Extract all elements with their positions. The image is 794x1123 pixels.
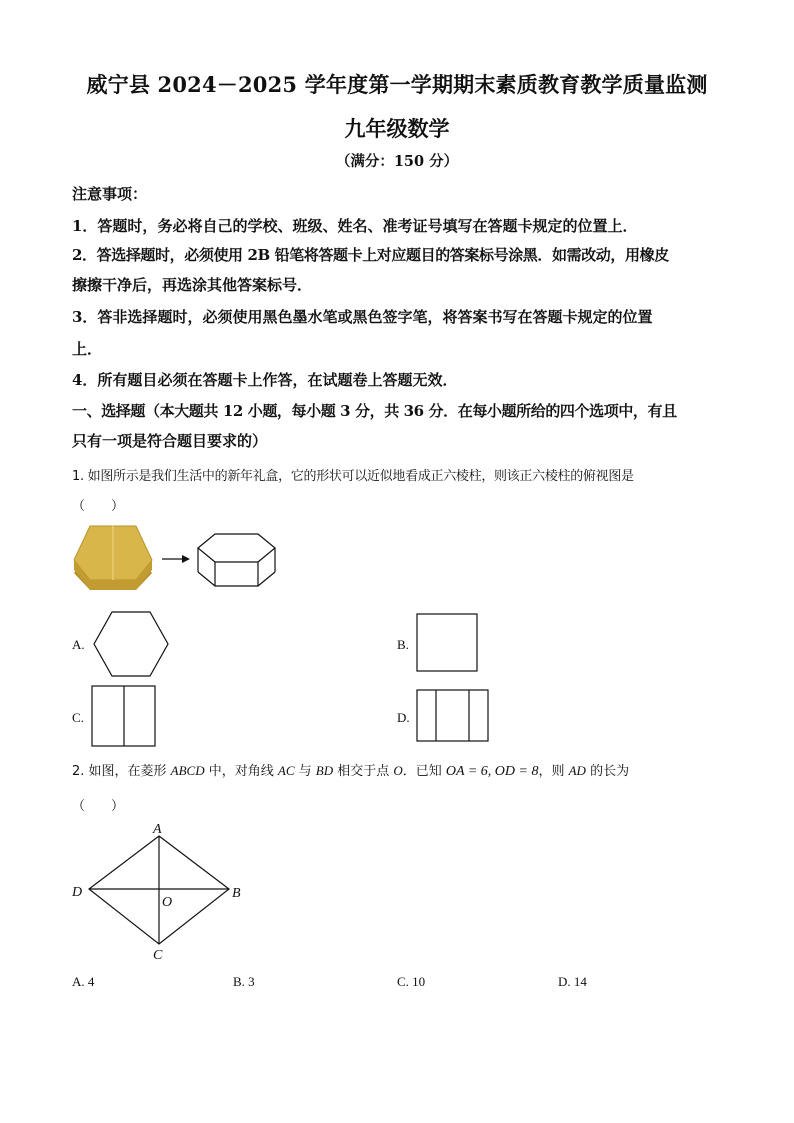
q1-option-b-label: B.: [397, 637, 409, 652]
note-1: 1．答题时，务必将自己的学校、班级、姓名、准考证号填写在答题卡规定的位置上．: [72, 217, 638, 235]
note-2-line1: 2．答选择题时，必须使用 2B 铅笔将答题卡上对应题目的答案标号涂黑．如需改动，用橡皮: [72, 246, 669, 264]
q1-option-a-hexagon[interactable]: [92, 610, 172, 678]
q1-option-d-label: D.: [397, 710, 410, 725]
notes-heading: 注意事项：: [72, 185, 148, 203]
full-score: （满分：150 分）: [335, 153, 459, 170]
q1-option-a-label: A.: [72, 637, 85, 652]
vertex-label-a: A: [153, 822, 162, 837]
q1-figure: [70, 520, 285, 595]
note-2-line2: 擦擦干净后，再选涂其他答案标号．: [72, 276, 313, 294]
q1-option-b-square[interactable]: [415, 612, 481, 674]
vertex-label-c: C: [153, 948, 163, 963]
rhombus: [89, 836, 229, 944]
q2-blank: （ ）: [72, 799, 125, 814]
vertex-label-d: D: [72, 885, 83, 900]
hexagonal-prism-drawing: [198, 534, 275, 586]
vertex-label-b: B: [232, 886, 241, 901]
q2-option-b[interactable]: B. 3: [233, 974, 255, 989]
q1-blank: （ ）: [72, 499, 125, 514]
exam-subject: 九年级数学: [344, 116, 450, 141]
q1-option-c-label: C.: [72, 710, 84, 725]
note-3-line1: 3．答非选择题时，必须使用黑色墨水笔或黑色签字笔，将答案书写在答题卡规定的位置: [72, 308, 653, 326]
section-1-heading-line2: 只有一项是符合题目要求的）: [72, 432, 268, 450]
exam-title: 威宁县 2024－2025 学年度第一学期期末素质教育教学质量监测: [86, 72, 708, 97]
q1-text: 1. 如图所示是我们生活中的新年礼盒，它的形状可以近似地看成正六棱柱，则该正六棱柱的俯视图是: [72, 469, 634, 484]
center-label-o: O: [162, 895, 173, 910]
q2-text: 2. 如图，在菱形 ABCD 中，对角线 AC 与 BD 相交于点 O．已知 OA = 6, OD = 8，则 AD 的长为: [72, 763, 630, 779]
note-4: 4．所有题目必须在答题卡上作答，在试题卷上答题无效．: [72, 371, 458, 389]
q1-option-c-rectangle[interactable]: [90, 684, 158, 748]
q2-option-c[interactable]: C. 10: [397, 974, 426, 989]
gift-box-image: [74, 526, 152, 590]
q2-option-a[interactable]: A. 4: [72, 974, 95, 989]
q1-option-d-rectangle[interactable]: [415, 688, 491, 744]
arrow-icon: [162, 555, 190, 563]
section-1-heading-line1: 一、选择题（本大题共 12 小题，每小题 3 分，共 36 分．在每小题所给的四个选项中，有且: [72, 402, 677, 420]
note-3-line2: 上．: [72, 340, 103, 358]
q2-option-d[interactable]: D. 14: [558, 974, 587, 989]
q2-rhombus-figure: [66, 818, 256, 966]
